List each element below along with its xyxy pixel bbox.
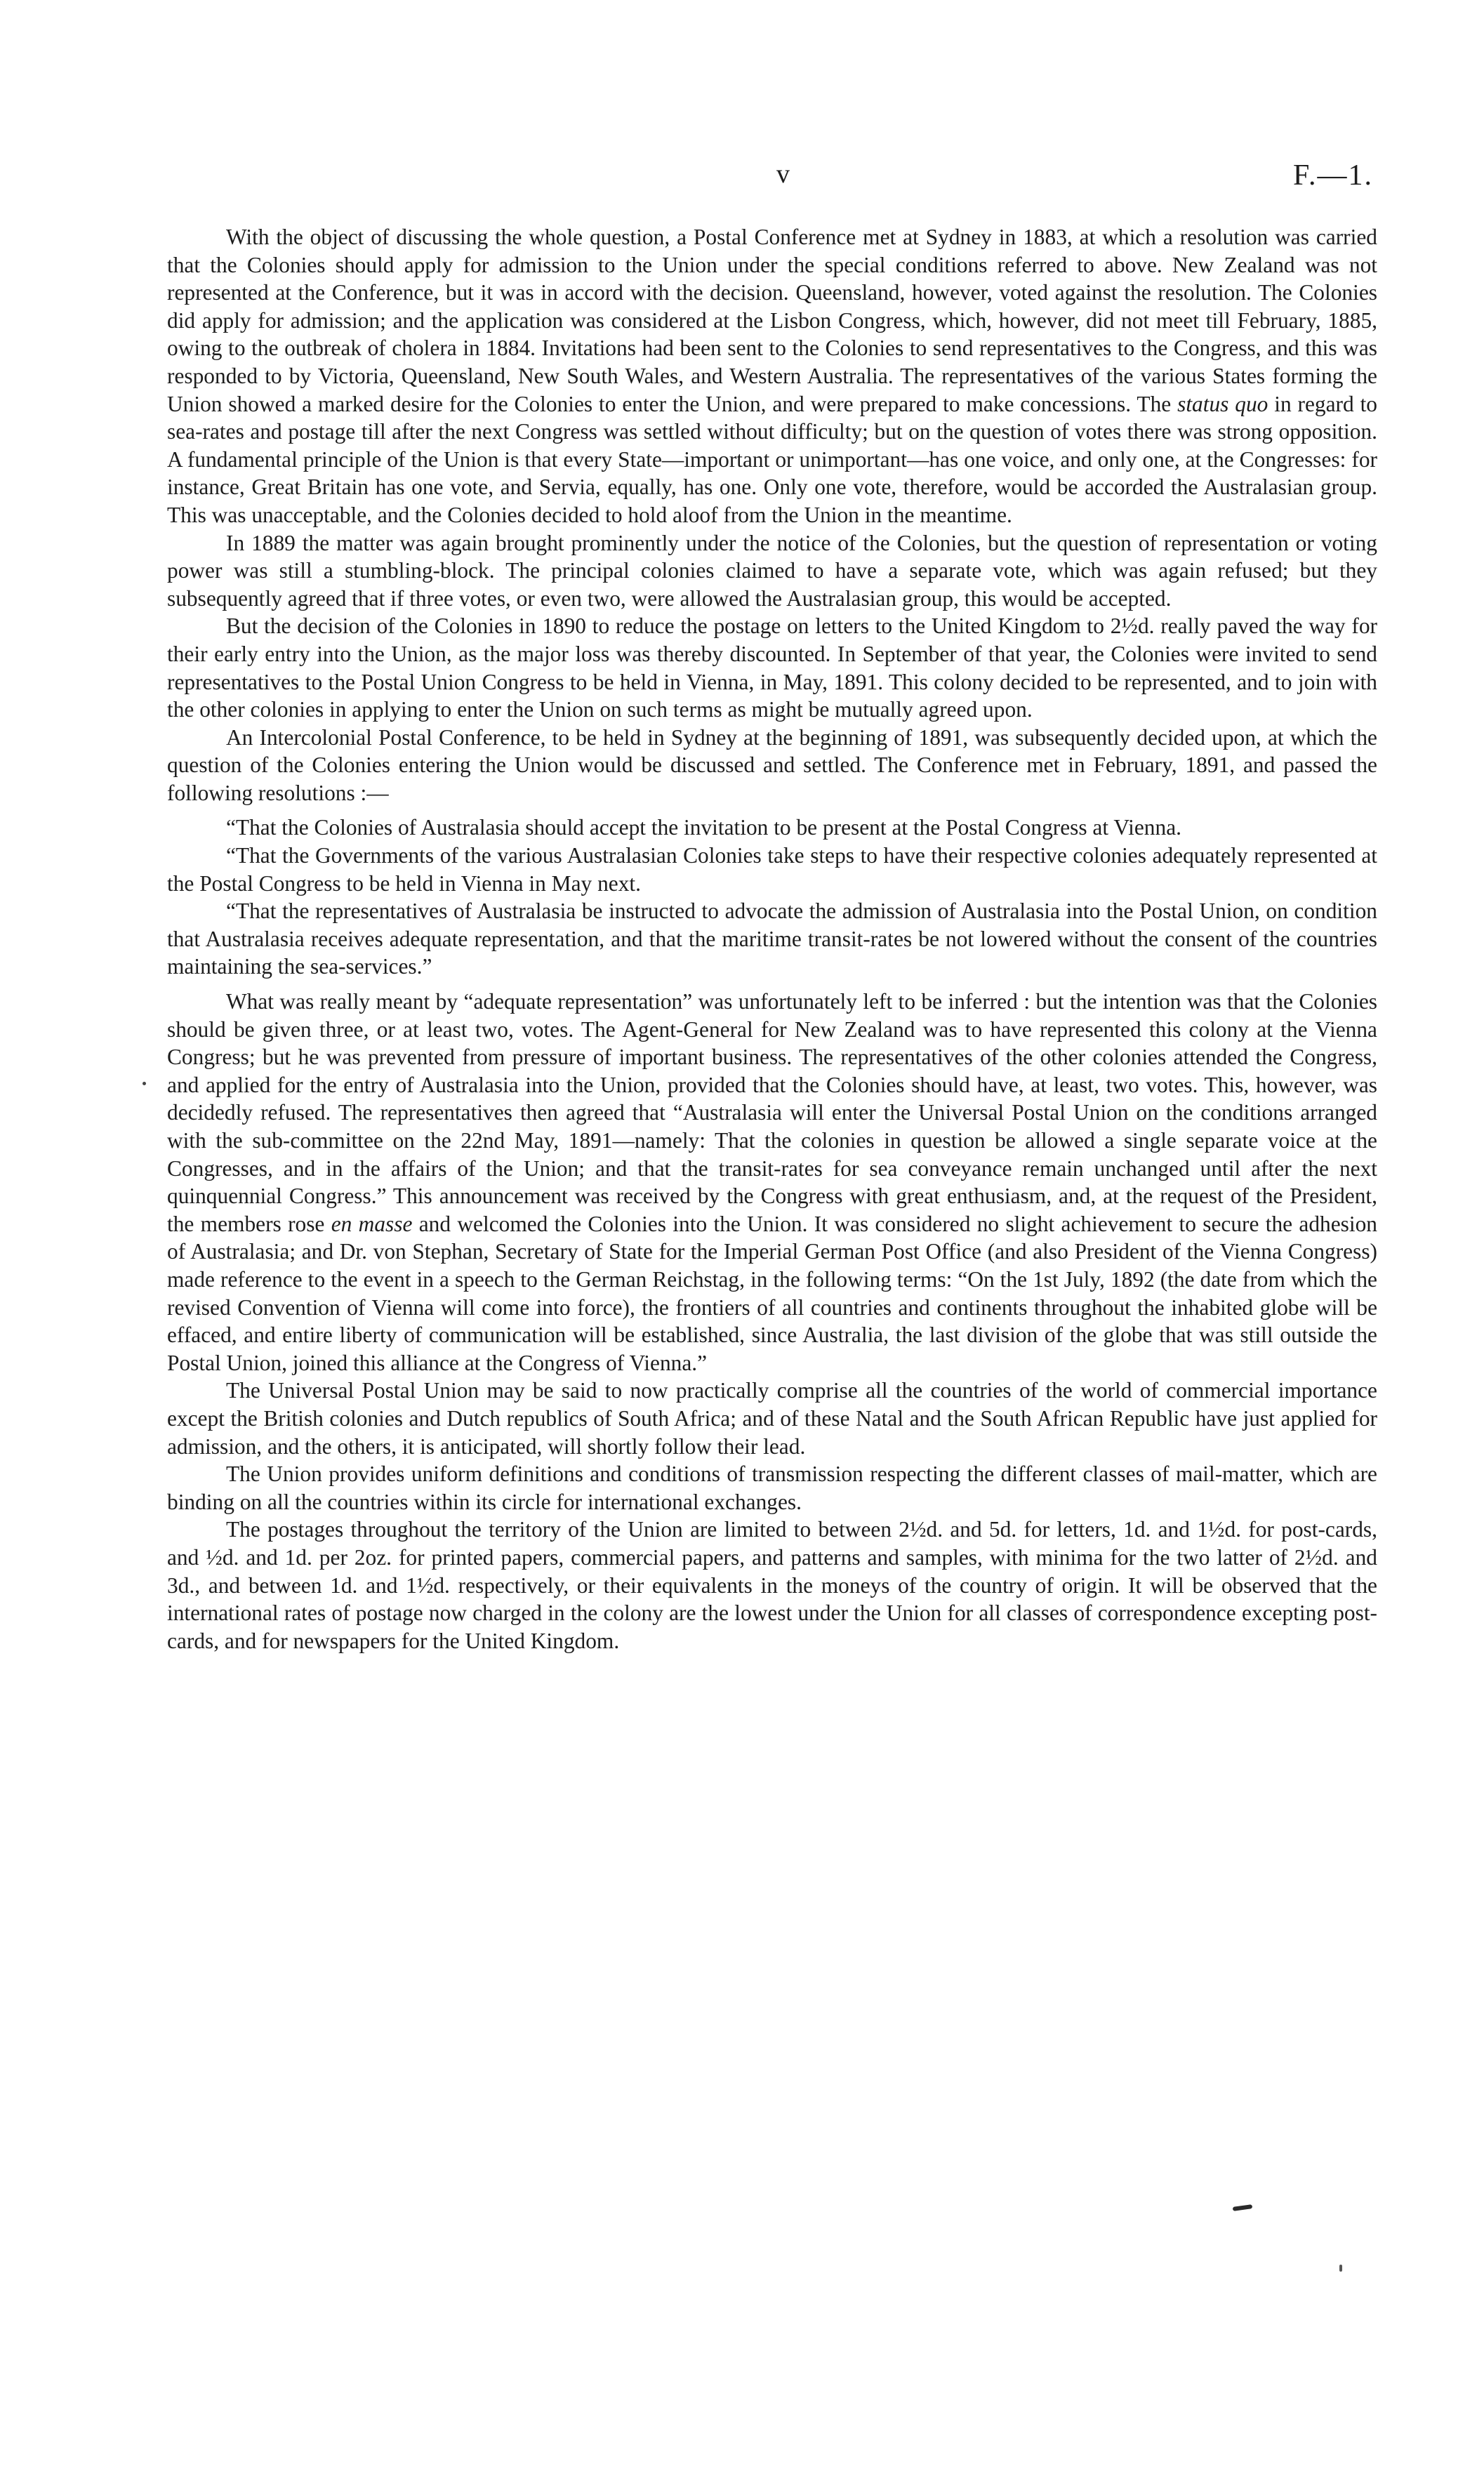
text-run: In 1889 the matter was again brought prominently under the notice of the Colonies, but the question of representation or voting power was still a stumbling-block. The principal colonies claimed to have a separate vote, which was again refused; but they subsequently agreed that if three votes, or even two, were allowed the Australasian group, this would be accepted. bbox=[167, 530, 1377, 611]
text-run: What was really meant by “adequate representation” was unfortunately left to be inferred : but the intention was that the Colonies should be given three, or at least two, votes. The Agent-General for New Zealand was to have represented this colony at the Vienna Congress; but he was prevented from pressure of important business. The representatives of the other colonies attended the Congress, and applied for the entry of Australasia into the Union, provided that the Colonies should have, at least, two votes. This, however, was decidedly refused. The representatives then agreed that “Australasia will enter the Universal Postal Union on the conditions arranged with the sub-committee on the 22nd May, 1891—namely: That the colonies in question be allowed a single separate voice at the Congresses, and in the affairs of the Union; and that the transit-rates for sea conveyance remain unchanged until after the next quinquennial Congress.” This announcement was received by the Congress with great enthusiasm, and, at the request of the President, the members rose bbox=[167, 989, 1377, 1236]
text-run: But the decision of the Colonies in 1890 to reduce the postage on letters to the United Kingdom to 2½d. really paved the way for their early entry into the Union, as the major loss was thereby discounted. In September of that year, the Colonies were invited to send representatives to the Postal Union Congress to be held in Vienna, in May, 1891. This colony decided to be represented, and to join with the other colonies in applying to enter the Union on such terms as might be mutually agreed upon. bbox=[167, 614, 1377, 722]
print-speck bbox=[1339, 2265, 1342, 2272]
paragraph bbox=[167, 1460, 1377, 1516]
text-run: “That the Colonies of Australasia should accept the invitation to be present at the Postal Congress at Vienna. bbox=[226, 815, 1181, 840]
text-run: The Universal Postal Union may be said to now practically comprise all the countries of the world of commercial importance except the British colonies and Dutch republics of South Africa; and of these Natal and the South African Republic have just applied for admission, and the others, it is anticipated, will shortly follow their lead. bbox=[167, 1378, 1377, 1459]
end-mark bbox=[1233, 2204, 1253, 2211]
margin-speck bbox=[143, 1082, 146, 1085]
paragraph bbox=[167, 529, 1377, 613]
paragraph bbox=[167, 1516, 1377, 1655]
document-reference: F.—1. bbox=[1293, 159, 1373, 192]
italic-text-run: en masse bbox=[331, 1211, 413, 1236]
text-run: “That the representatives of Australasia be instructed to advocate the admission of Australasia into the Postal Union, on condition that Australasia receives adequate representation, and that the maritime transit-rates be not lowered without the consent of the countries maintaining the sea-services.” bbox=[167, 899, 1377, 979]
resolution-quote bbox=[167, 897, 1377, 981]
body-text bbox=[167, 223, 1377, 1655]
paragraph bbox=[167, 724, 1377, 807]
paragraph bbox=[167, 612, 1377, 723]
text-run: The postages throughout the territory of the Union are limited to between 2½d. and 5d. for letters, 1d. and 1½d. for post-cards, and ½d. and 1d. per 2oz. for printed papers, commercial papers, and patterns and samples, with minima for the two latter of 2½d. and 3d., and between 1d. and 1½d. respectively, or their equivalents in the moneys of the country of origin. It will be observed that the international rates of postage now charged in the colony are the lowest under the Union for all classes of correspondence excepting post-cards, and for newspapers for the United Kingdom. bbox=[167, 1517, 1377, 1653]
text-run: An Intercolonial Postal Conference, to be held in Sydney at the beginning of 1891, was subsequently decided upon, at which the question of the Colonies entering the Union would be discussed and settled. The Conference met in February, 1891, and passed the following resolutions :— bbox=[167, 724, 1377, 805]
page-header bbox=[166, 159, 1373, 201]
text-run: and welcomed the Colonies into the Union. It was considered no slight achievement to secure the adhesion of Australasia; and Dr. von Stephan, Secretary of State for the Imperial German Post Office (and also President of the Vienna Congress) made reference to the event in a speech to the German Reichstag, in the following terms: “On the 1st July, 1892 (the date from which the revised Convention of Vienna will come into force), the frontiers of all countries and continents throughout the inhabited globe will be effaced, and entire liberty of communication will be established, since Australia, the last division of the globe that was still outside the Postal Union, joined this alliance at the Congress of Vienna.” bbox=[167, 1211, 1377, 1375]
italic-text-run: status quo bbox=[1177, 391, 1268, 416]
paragraph bbox=[167, 1377, 1377, 1460]
text-run: With the object of discussing the whole question, a Postal Conference met at Sydney in 1883, at which a resolution was carried that the Colonies should apply for admission to the Union under the special conditions referred to above. New Zealand was not represented at the Conference, but it was in accord with the decision. Queensland, however, voted against the resolution. The Colonies did apply for admission; and the application was considered at the Lisbon Congress, which, however, did not meet till February, 1885, owing to the outbreak of cholera in 1884. Invitations had been sent to the Colonies to send representatives to the Congress, and this was responded to by Victoria, Queensland, New South Wales, and Western Australia. The representatives of the various States forming the Union showed a marked desire for the Colonies to enter the Union, and were prepared to make concessions. The bbox=[167, 225, 1377, 416]
page-number: v bbox=[776, 159, 790, 189]
resolution-quote bbox=[167, 842, 1377, 897]
resolution-quote bbox=[167, 814, 1377, 842]
text-run: “That the Governments of the various Australasian Colonies take steps to have their respective colonies adequately represented at the Postal Congress to be held in Vienna in May next. bbox=[167, 843, 1377, 896]
paragraph bbox=[167, 223, 1377, 529]
text-run: The Union provides uniform definitions and conditions of transmission respecting the different classes of mail-matter, which are binding on all the countries within its circle for international exchanges. bbox=[167, 1462, 1377, 1514]
paragraph bbox=[167, 988, 1377, 1377]
text-run: in regard to sea-rates and postage till after the next Congress was settled without difficulty; but on the question of votes there was strong opposition. A fundamental principle of the Union is that every State—important or unimportant—has one voice, and only one, at the Congresses: for instance, Great Britain has one vote, and Servia, equally, has one. Only one vote, therefore, would be accorded the Australasian group. This was unacceptable, and the Colonies decided to hold aloof from the Union in the meantime. bbox=[167, 391, 1378, 527]
